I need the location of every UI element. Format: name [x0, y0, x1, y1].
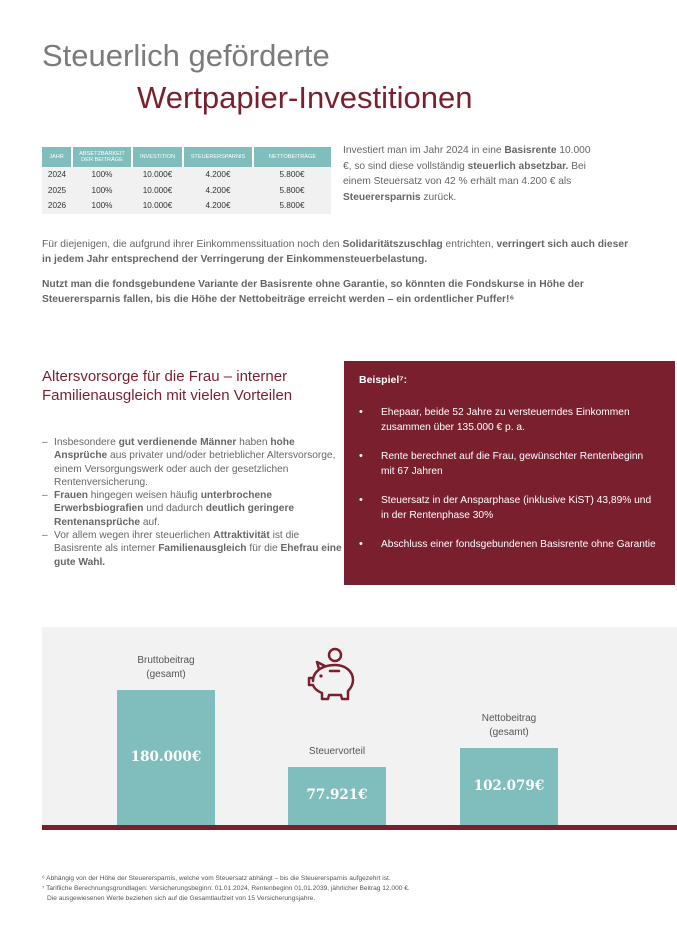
table-cell: 5.800€ [279, 201, 305, 211]
table-cell: 100% [91, 170, 113, 180]
text-run: entrichten, [442, 239, 497, 250]
bar-value-label: 77.921€ [306, 787, 368, 803]
table-cell: 2025 [47, 185, 67, 195]
text-run-bold: steuerlich absetzbar. [467, 160, 569, 172]
col-header-year: JAHR [42, 147, 72, 167]
section-title: Altersvorsorge für die Frau – interner Familienausgleich mit vielen Vorteilen [42, 368, 293, 404]
page-title-line1: Steuerlich geförderte [42, 38, 330, 73]
intro-text [343, 143, 598, 205]
footnotes [42, 874, 642, 904]
text-run: Vor allem wegen ihrer steuerlichen [54, 530, 214, 542]
list-item: • Rente berechnet auf die Frau, gewünschter Rentenbeginn mit 67 Jahren [359, 449, 659, 479]
list-item [42, 529, 342, 569]
category-label-line: (gesamt) [146, 669, 186, 680]
text-run: 10.000 €, so sind diese vollständig [343, 145, 591, 172]
list-item: • Ehepaar, beide 52 Jahre zu versteuerndes Einkommen zusammen über 135.000 € p. a. [359, 405, 659, 435]
text-run: zurück. [420, 191, 457, 203]
col-header-investment: INVESTITION [132, 147, 183, 167]
solidarity-paragraph [42, 237, 632, 267]
text-run: Für diejenigen, die aufgrund ihrer Einkommenssituation noch den [42, 239, 343, 250]
table-cell: 5.800€ [279, 170, 305, 180]
text-run-bold: hohe Ansprüche [54, 437, 295, 462]
text-run-bold: Familienausgleich [158, 543, 247, 555]
text-run-bold: Basisrente [504, 145, 557, 156]
category-label-line: Bruttobeitrag [137, 655, 195, 666]
category-label-line: (gesamt) [489, 727, 529, 738]
tax-table-header-row [42, 147, 331, 167]
text-run: haben [236, 437, 271, 448]
text-run: auf. [140, 516, 160, 528]
footnote: ⁶ Abhängig von der Höhe der Steuerersparnis, welche vom Steuersatz abhängt – bis die Steuerersparnis aufgezehrt ist. [42, 875, 391, 882]
table-cell: 4.200€ [205, 201, 231, 211]
example-title: Beispiel⁷: [359, 374, 408, 386]
text-run-bold: deutlich geringere Rentenansprüche [54, 503, 295, 528]
text-run: Investiert man im Jahr 2024 in eine [343, 145, 505, 156]
list-item: • Steuersatz in der Ansparphase (inklusive KiST) 43,89% und in der Rentenphase 30% [359, 493, 659, 523]
table-cell: 10.000€ [142, 201, 173, 211]
text-run: und dadurch [143, 503, 206, 515]
buffer-paragraph [42, 277, 632, 307]
text-run: ist die Basisrente als interner [54, 530, 300, 555]
col-header-net-contribution: NETTOBEITRÄGE [253, 147, 331, 167]
table-cell: 10.000€ [142, 185, 173, 195]
text-run-bold: Ehefrau eine gute Wahl. [54, 543, 342, 568]
category-label-line: Nettobeitrag [481, 713, 537, 724]
table-cell: 2026 [47, 201, 67, 211]
example-list [359, 405, 659, 566]
text-run: Bei einem Steuersatz von 42 % erhält man 4.200 € als [343, 160, 586, 187]
example-box [344, 361, 675, 585]
text-run-bold: Steuerersparnis [343, 191, 421, 203]
footnote: Die ausgewiesenen Werte beziehen sich auf die Gesamtlaufzeit von 15 Versicherungsjahre. [47, 895, 316, 902]
text-run: Insbesondere [54, 437, 119, 448]
table-cell: 2024 [47, 170, 67, 180]
page-title-line2: Wertpapier-Investitionen [137, 80, 473, 115]
bar-value-label: 102.079€ [473, 777, 545, 794]
tax-table [42, 147, 331, 214]
footnote: ⁷ Tarifliche Berechnungsgrundlagen: Versicherungsbeginn: 01.01.2024, Rentenbeginn 01.01.2039, jährlicher Beitrag 12.000 €. [42, 885, 410, 892]
piggy-bank-coin-icon [305, 647, 357, 707]
text-run-bold: Nutzt man die fondsgebundene Variante der Basisrente ohne Garantie, so könnten die Fondskurse in Höhe der Steuerersparnis fallen, bis die Höhe der Nettobeiträge erreicht werden – ein ordentlicher Puffer!⁶ [42, 279, 584, 305]
table-cell: 10.000€ [142, 170, 173, 180]
text-run-bold: verringert sich auch dieser in jedem Jahr entsprechend der Verringerung der Einkommensteuerbelastung. [42, 239, 629, 265]
table-row [42, 198, 331, 214]
text-run: hingegen weisen häufig [87, 490, 201, 502]
section-list [42, 436, 342, 569]
text-run: für die [246, 543, 281, 555]
text-run: aus privater und/oder betrieblicher Altersvorsorge, einem Versorgungswerk oder auch der gesetzlichen Rentenversicherung. [54, 450, 336, 488]
bar-category-label [96, 654, 236, 682]
table-cell: 100% [91, 201, 113, 211]
bar-category-label [439, 712, 579, 740]
text-run-bold: unterbrochene Erwerbsbiografien [54, 490, 273, 515]
table-row [42, 167, 331, 183]
text-run-bold: Solidaritätszuschlag [342, 239, 443, 250]
table-cell: 100% [91, 185, 113, 195]
list-item: • Abschluss einer fondsgebundenen Basisrente ohne Garantie [359, 537, 659, 552]
text-run-bold: Frauen [54, 490, 88, 502]
category-label-line: Steuervorteil [308, 746, 366, 757]
bar-value-label: 180.000€ [130, 748, 202, 765]
bar-category-label [267, 745, 407, 759]
list-item [42, 436, 342, 489]
col-header-deductibility: ABSETZBARKEIT DER BEITRÄGE [72, 147, 132, 167]
chart-baseline [42, 825, 677, 830]
text-run-bold: Attraktivität [213, 530, 270, 542]
col-header-tax-saving: STEUERERSPARNIS [183, 147, 253, 167]
list-item [42, 489, 342, 529]
table-cell: 5.800€ [279, 185, 305, 195]
text-run-bold: gut verdienende Männer [118, 437, 237, 448]
table-cell: 4.200€ [205, 185, 231, 195]
table-row [42, 183, 331, 199]
table-cell: 4.200€ [205, 170, 231, 180]
